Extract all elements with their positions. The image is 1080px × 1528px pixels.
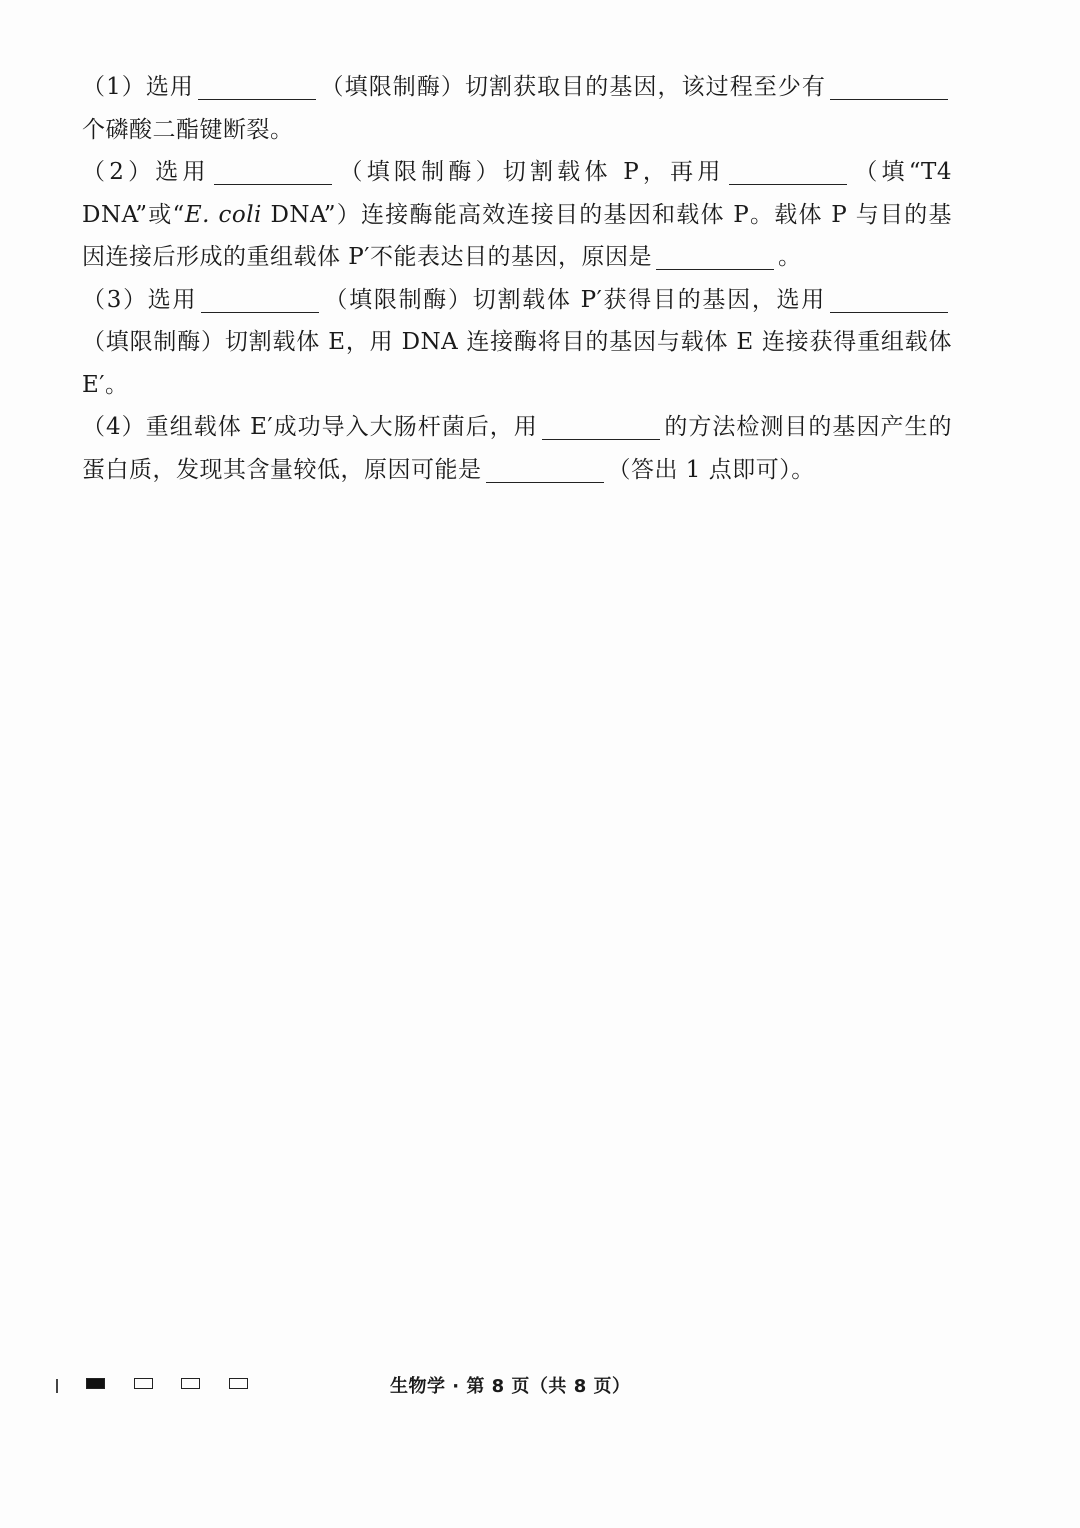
q3-blank-enzyme-1[interactable] (201, 288, 319, 313)
q4-text-2: 的方法检测目的基因产生的蛋白质，发现其含量较低，原因可能是 (82, 414, 952, 483)
page-marker-filled (86, 1378, 105, 1389)
q3-text-3: （填限制酶）切割载体 E，用 DNA 连接酶将目的基因与载体 E 连接获得重组载体 E′。 (82, 329, 952, 398)
q2-text-3: （填“T4 DNA”或“ (82, 159, 952, 228)
question-2 (82, 151, 952, 279)
q4-text-3: （答出 1 点即可）。 (607, 456, 815, 483)
page-marker-empty (181, 1378, 200, 1389)
question-block (82, 66, 952, 491)
q1-text-1: （1）选用 (82, 74, 194, 100)
question-3 (82, 279, 952, 407)
q3-blank-enzyme-2[interactable] (830, 288, 948, 313)
q1-text-2: （填限制酶）切割获取目的基因，该过程至少有 (319, 74, 826, 100)
scan-tick-mark (56, 1379, 58, 1393)
page-number-label: 生物学 · 第 8 页（共 8 页） (390, 1376, 631, 1397)
q2-blank-reason[interactable] (656, 245, 774, 270)
q4-text-1: （4）重组载体 E′成功导入大肠杆菌后，用 (82, 414, 538, 440)
q3-text-1: （3）选用 (82, 286, 198, 313)
question-1 (82, 66, 952, 151)
q3-text-2: （填限制酶）切割载体 P′获得目的基因，选用 (323, 286, 826, 313)
q2-text-1: （2）选用 (82, 159, 210, 185)
q4-blank-reason[interactable] (486, 458, 604, 483)
q2-text-2: （填限制酶）切割载体 P，再用 (335, 159, 725, 185)
question-4 (82, 406, 952, 491)
page-marker-empty (134, 1378, 153, 1389)
q2-text-ecoli: E. coli (184, 201, 262, 228)
q1-blank-count[interactable] (830, 75, 948, 100)
page-footer (0, 1372, 1080, 1402)
q2-text-6: 。 (778, 244, 802, 270)
q4-blank-method[interactable] (542, 415, 660, 440)
q2-text-5: DNA”）连接酶能高效连接目的基因和载体 P。载体 P 与目的基因连接后形成的重组载体 P′不能表达目的基因，原因是 (82, 201, 953, 270)
q2-blank-enzyme[interactable] (214, 160, 332, 185)
q2-blank-ligase[interactable] (729, 160, 847, 185)
page-marker-empty (229, 1378, 248, 1389)
q1-blank-enzyme[interactable] (198, 75, 316, 100)
q1-text-3: 个磷酸二酯键断裂。 (82, 116, 294, 143)
